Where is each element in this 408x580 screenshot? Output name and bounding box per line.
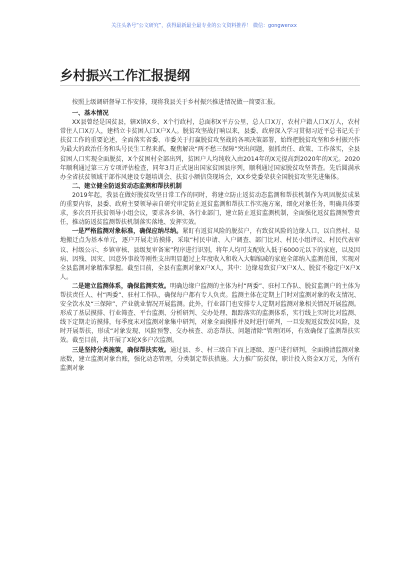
point-two-paragraph <box>60 282 360 346</box>
page-title: 乡村振兴工作汇报提纲 <box>60 69 191 84</box>
top-banner: 关注头条号“公文研究”，获得最新最全最专业的公文资料推荐！ 微信：gongwenxx <box>111 23 297 29</box>
point-three-text: 通过县、乡、村三级自下而上逐级、逐户进行研判，全面摸清监测对象底数，建立监测对象台账，强化动态管理，分类制定帮扶措施。大力推广防贫保，职计投入资金X万元，为所有监测对象 <box>60 346 361 372</box>
basic-info-paragraph: XX县曾经是国贫县，辖X镇X乡、X个行政村，总面积X平方公里，总人口X万，农村户籍人口X万人，农村常住人口X万人，建档立卡贫困人口X户X人。脱贫攻坚战打响以来，县委、政府深入学习贯彻习近平总书记关于扶贫工作的重要论述，全面落实省委、市委关于打赢脱贫攻坚战的各项决策部署，始终把脱贫攻坚和乡村振兴作为最大的政治任务和头号民生工程来抓，聚焦解决“两不愁三保障”突出问题，狠抓责任、政策、工作落实，全县贫困人口实现全面脱贫，X个贫困村全部出列，贫困户人均纯收入由2014年的X元提高到2020年的X元。2020年顺利通过第三方专项评估检查，同年3月正式退出国家贫困县序列，顺利通过国家脱贫攻坚普查。先后圆满承办全省扶贫领域干部作风建设专题培训会、扶贫小额信贷现场会，XX乡党委荣获全国脱贫攻坚先进集体。 <box>60 119 360 181</box>
point-one-paragraph <box>60 227 360 282</box>
intro-paragraph: 按照上级调研督导工作安排，现将我县关于乡村振兴推进情况做一简要汇报。 <box>72 99 280 106</box>
point-two-lead: 二是建立监测体系，确保监测实效。 <box>72 282 170 290</box>
point-one-text: 紧盯有返贫风险的脱贫户，有致贫风险的边缘人口，以自然村、易地搬迁点为基本单元，逐户开展走访摸排，采取“村民申请、入户调查、部门比对、村民小组评议、村民代表审议、村级公示、乡镇审核、县级复审备案”程序进行识别，将年人均可支配收入低于6000元以下的家庭，以及因病、因残、因灾、因意外事故等刚性支出明显超过上年度收入和收入大幅缩减的家庭全部纳入监测范围，实现对全县监测对象精准掌握。截至目前，全县有监测对象X户X人，其中：边缘易致贫户X户X人、脱贫不稳定户X户X人。 <box>60 228 361 281</box>
title-divider <box>60 85 360 86</box>
point-one-lead: 一是严格监测对象标准，确保应纳尽纳。 <box>72 228 183 236</box>
section-heading-monitoring: 二、建立健全防返贫动态监测和帮扶机制 <box>72 182 182 190</box>
point-two-text: 明确边缘户监测的主体为村“两委”、驻村工作队、脱贫监测户的主体为帮扶责任人、村“两委”、驻村工作队，确保每户都有专人负责。监测主体在定期上门时对监测对象的收支情况、安全饮水及“三保障”、产业就业情况开展监测。此外，行业部门也安排专人定期对监测对象相关情况开展监测。形成了基层摸排、行业筛查、平台监测、分析研判、交办处理、跟踪落实的监测体系，实行线上实时比对监测、线下定期走访摸排，每季度末对监测对象集中研判，对象全面摸排并及时进行研判，一旦发现返贫致贫风险，及时开展帮扶，形成“对象发现、风险预警、交办核查、动态帮扶、问题清除”管理闭环，有效确保了监测帮扶实效。截至目前，共开展了X轮X多户次监测。 <box>60 282 360 345</box>
point-three-lead: 三是坚持分类施策，确保帮扶实效。 <box>72 346 171 354</box>
point-three-paragraph <box>60 346 360 373</box>
document-body <box>60 98 360 373</box>
section-heading-basic-info: 一、基本情况 <box>72 110 109 118</box>
monitoring-intro-paragraph: 2019年起，我县在做好脱贫攻坚日常工作的同时，将建立防止返贫动态监测和帮扶机制作为巩固脱贫成果的重要内容，县委、政府主要领导亲自研究审定防止返贫监测和帮扶工作实施方案，细化对象任务，明确具体要求，多次召开扶贫领导小组会议，要求各乡镇、各行业部门，建立防止返贫监测机制，全面强化返贫监测预警责任，推动防返贫监测帮扶机制落实落地、发挥实效。 <box>60 191 360 227</box>
